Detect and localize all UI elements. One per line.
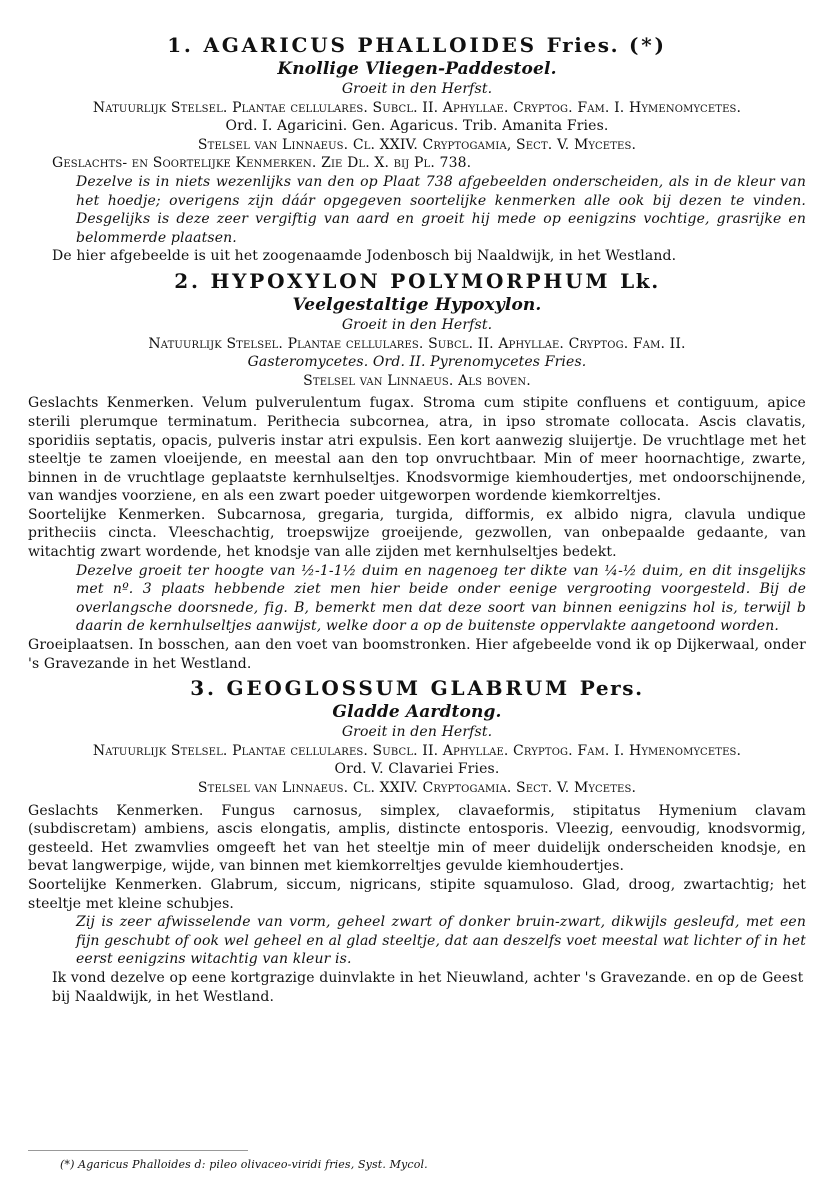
linnaeus-system-1: Stelsel van Linnaeus. Cl. XXIV. Cryptogamia, Sect. V. Mycetes. [197, 136, 637, 153]
natural-system-1b: Ord. I. Agaricini. Gen. Agaricus. Trib. Amanita Fries. [225, 118, 609, 135]
genus-characteristics-2: Geslachts Kenmerken. Velum pulverulentum fugax. Stroma cum stipite confluens et contiguum, apice sterili plerumque terminatum. Perithecia subcornea, atra, in ipso stromate collocata. Ascis clavatis, sporidiis septatis, opacis, pulveris instar atri expulsis. Een kort aanwezig sluijertje. De vruchtlage met het steeltje te zamen vloeijende, en meestal aan den top onvruchtbaar. Min of meer hoornachtige, zwarte, binnen in de vruchtlage geplaatste kernhulseltjes. Knodsvormige kiemhoudertjes, met ondoorschijnende, van wandjes voorziene, en als een zwart poeder uitgeworpen wordende kiemkorreltjes. [28, 395, 806, 505]
natural-system-3b: Ord. V. Clavariei Fries. [334, 761, 500, 778]
description-3: Zij is zeer afwisselende van vorm, geheel zwart of donker bruin-zwart, dikwijls gesleufd, met een fijn geschubt of ook wel geheel en al glad steeltje, dat aan deszelfs voet meestal wat lichter of in het eerst eenigzins witachtig van kleur is. [76, 914, 806, 968]
linnaeus-system-3: Stelsel van Linnaeus. Cl. XXIV. Cryptogamia. Sect. V. Mycetes. [197, 780, 637, 796]
section-subtitle-3: Gladde Aardtong. [332, 702, 502, 723]
characteristics-1: Geslachts- en Soortelijke Kenmerken. Zie Dl. X. bij Pl. 738. [52, 155, 472, 172]
section-subtitle-2: Veelgestaltige Hypoxylon. [292, 294, 542, 315]
description-1: Dezelve is in niets wezenlijks van den op Plaat 738 afgebeelden onderscheiden, als in de kleur van het hoedje; overigens zijn dáár opgegeven soortelijke kenmerken alle ook bij dezen te vinden. Desgelijks is deze zeer vergiftig van aard en groeit hij mede op eenigzins vochtige, grasrijke en belommerde plaatsen. [76, 173, 806, 246]
footnote-separator [28, 1150, 248, 1151]
growth-season-1: Groeit in den Herfst. [341, 81, 493, 97]
description-2: Dezelve groeit ter hoogte van ½-1-1½ duim en nagenoeg ter dikte van ¼-½ duim, en dit insgelijks met nº. 3 plaats hebbende ziet men hier beide onder eenige vergrooting voorgesteld. Bij de overlangsche doorsnede, fig. B, bemerkt men dat deze soort van binnen eenigzins hol is, terwijl b daarin de kernhulseltjes aanwijst, welke door a op de buitenste oppervlakte aangetoond worden. [76, 562, 806, 635]
linnaeus-system-2: Stelsel van Linnaeus. Als boven. [303, 372, 531, 389]
growth-season-2: Groeit in den Herfst. [341, 316, 493, 333]
growth-places-2: Groeiplaatsen. In bosschen, aan den voet van boomstronken. Hier afgebeelde vond ik op Dijkerwaal, onder 's Gravezande in het Westland. [28, 637, 806, 672]
genus-characteristics-3: Geslachts Kenmerken. Fungus carnosus, simplex, clavaeformis, stipitatus Hymenium clavam (subdiscretam) ambiens, ascis elongatis, amplis, distincte entosporis. Vleezig, eenvoudig, knodsvormig, gesteeld. Het zwamvlies omgeeft het van het steeltje min of meer duidelijk onderscheiden knodsje, en bevat langwerpige, wijde, van binnen met kiemkorreltjes gevulde kiemhoudertjes. [28, 802, 806, 875]
locality-1: De hier afgebeelde is uit het zoogenaamde Jodenbosch bij Naaldwijk, in het Westland. [52, 248, 677, 265]
natural-system-2: Natuurlijk Stelsel. Plantae cellulares. Subcl. II. Aphyllae. Cryptog. Fam. II. [148, 335, 686, 352]
growth-season-3: Groeit in den Herfst. [341, 724, 493, 741]
natural-system-2b: Gasteromycetes. Ord. II. Pyrenomycetes Fries. [247, 354, 587, 371]
species-characteristics-3: Soortelijke Kenmerken. Glabrum, siccum, nigricans, stipite squamuloso. Glad, droog, zwartachtig; het steeltje met kleine schubjes. [28, 876, 806, 912]
footnote: (*) Agaricus Phalloides d: pileo olivaceo-viridi fries, Syst. Mycol. [60, 1158, 428, 1171]
section-title-1: 1. AGARICUS PHALLOIDES Fries. (*) [167, 33, 667, 57]
section-title-3: 3. GEOGLOSSUM GLABRUM Pers. [190, 676, 644, 701]
locality-3: Ik vond dezelve op eene kortgrazige duinvlakte in het Nieuwland, achter 's Gravezande. en op de Geest bij Naaldwijk, in het Westland. [52, 969, 804, 1005]
section-subtitle-1: Knollige Vliegen-Paddestoel. [277, 59, 557, 79]
natural-system-3: Natuurlijk Stelsel. Plantae cellulares. Subcl. II. Aphyllae. Cryptog. Fam. I. Hymenomycetes. [92, 742, 742, 759]
section-title-2: 2. HYPOXYLON POLYMORPHUM Lk. [174, 268, 660, 293]
natural-system-1: Natuurlijk Stelsel. Plantae cellulares. Subcl. II. Aphyllae. Cryptog. Fam. I. Hymenomycetes. [92, 99, 742, 116]
species-characteristics-2: Soortelijke Kenmerken. Subcarnosa, gregaria, turgida, difformis, ex albido nigra, clavula undique pritheciis cincta. Vleeschachtig, troepswijze groeijende, gezwollen, van onbepaalde gedaante, van witachtig zwart wordende, het knodsje van alle zijden met kernhulseltjes bedekt. [28, 506, 806, 561]
